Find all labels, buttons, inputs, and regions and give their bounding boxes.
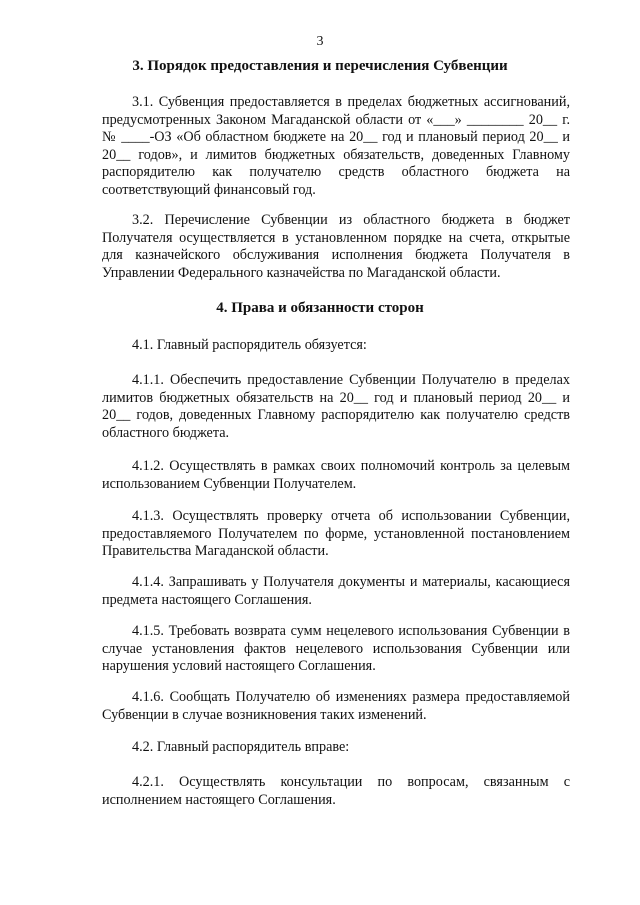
page-number: 3 <box>316 34 324 49</box>
paragraph-4-1-4: 4.1.4. Запрашивать у Получателя документы и материалы, касающиеся предмета настоящего Соглашения. <box>102 574 570 608</box>
paragraph-4-1: 4.1. Главный распорядитель обязуется: <box>132 337 367 353</box>
paragraph-3-2: 3.2. Перечисление Субвенции из областного бюджета в бюджет Получателя осуществляется в установленном порядке на счета, открытые для казначейского обслуживания исполнения бюджета Получателя в Управлении Федерального казначейства по Магаданской области. <box>102 212 570 281</box>
section-4-heading: 4. Права и обязанности сторон <box>216 300 424 316</box>
paragraph-4-2: 4.2. Главный распорядитель вправе: <box>132 739 350 755</box>
paragraph-4-2-1: 4.2.1. Осуществлять консультации по вопросам, связанным с исполнением настоящего Соглашения. <box>102 774 570 808</box>
paragraph-3-1: 3.1. Субвенция предоставляется в пределах бюджетных ассигнований, предусмотренных Законом Магаданской области от «___» ________ 20__ г. № ____-ОЗ «Об областном бюджете на 20__ год и плановый период 20__ и 20__ годов», и лимитов бюджетных обязательств, доведенных Главному распорядителю как получателю средств областного бюджета на соответствующий финансовый год. <box>102 94 570 198</box>
paragraph-4-1-6: 4.1.6. Сообщать Получателю об изменениях размера предоставляемой Субвенции в случае возникновения таких изменений. <box>102 689 570 723</box>
paragraph-4-1-1: 4.1.1. Обеспечить предоставление Субвенции Получателю в пределах лимитов бюджетных обязательств на 20__ год и плановый период 20__ и 20__ годов, доведенных Главному распорядителю как получателю средств областного бюджета. <box>102 372 570 441</box>
paragraph-4-1-2: 4.1.2. Осуществлять в рамках своих полномочий контроль за целевым использованием Субвенции Получателем. <box>102 458 570 492</box>
paragraph-4-1-3: 4.1.3. Осуществлять проверку отчета об использовании Субвенции, предоставляемого Получателем по форме, установленной постановлением Правительства Магаданской области. <box>102 508 570 560</box>
section-3-heading: 3. Порядок предоставления и перечисления Субвенции <box>132 58 508 74</box>
paragraph-4-1-5: 4.1.5. Требовать возврата сумм нецелевого использования Субвенции в случае установления фактов нецелевого использования Субвенции или нарушения условий настоящего Соглашения. <box>102 623 570 675</box>
